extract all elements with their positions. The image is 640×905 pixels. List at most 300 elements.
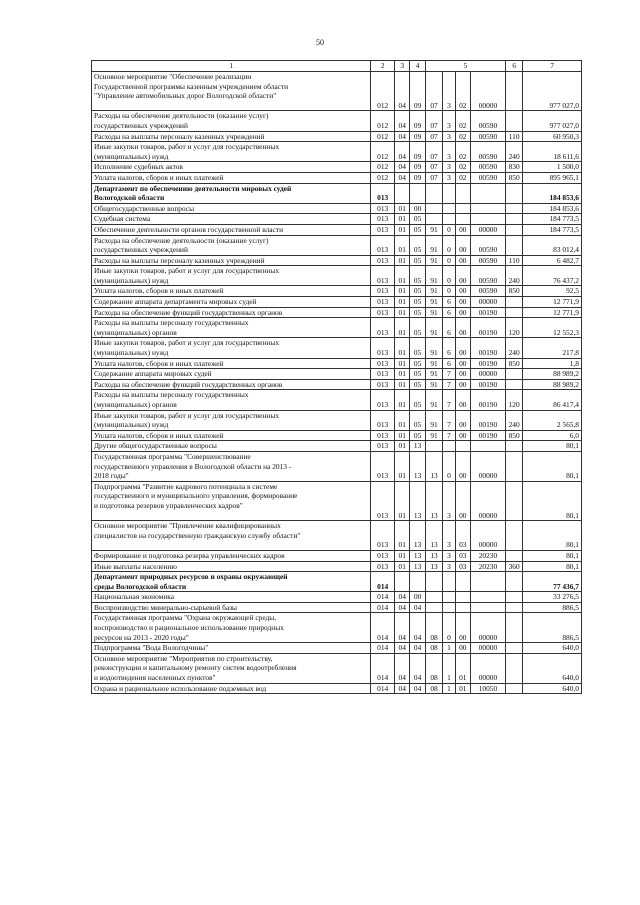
- row-admin-code: 014: [371, 572, 395, 592]
- row-subprogram: [443, 203, 455, 214]
- row-subsection: 13: [410, 441, 425, 452]
- row-subprogram: [443, 214, 455, 225]
- row-direction: 00590: [471, 255, 506, 266]
- row-section: 01: [395, 410, 410, 430]
- table-row: [92, 203, 582, 214]
- row-amount: 86 417,4: [523, 390, 582, 410]
- row-amount: 83 012,4: [523, 235, 582, 255]
- row-event: 03: [455, 561, 470, 572]
- row-amount: 80,1: [523, 521, 582, 551]
- table-row: [92, 358, 582, 369]
- row-admin-code: 012: [371, 72, 395, 111]
- row-event: 01: [455, 653, 470, 683]
- row-section: 01: [395, 451, 410, 481]
- row-name: Воспроизводство минерально-сырьевой базы: [92, 602, 371, 613]
- row-subsection: 05: [410, 318, 425, 338]
- row-event: 00: [455, 451, 470, 481]
- row-program: 91: [425, 358, 442, 369]
- row-direction: 00000: [471, 451, 506, 481]
- row-amount: 1,8: [523, 358, 582, 369]
- row-admin-code: 013: [371, 430, 395, 441]
- table-row: [92, 235, 582, 255]
- row-subsection: 05: [410, 410, 425, 430]
- row-subprogram: 7: [443, 430, 455, 441]
- table-row: [92, 255, 582, 266]
- row-section: 01: [395, 430, 410, 441]
- row-subprogram: 0: [443, 255, 455, 266]
- row-name: Государственная программа "Совершенствование государственного управления в Вологодской области на 2013 - 2018 годы": [92, 451, 371, 481]
- row-direction: 00000: [471, 643, 506, 654]
- row-section: 01: [395, 297, 410, 308]
- row-name: Расходы на обеспечение функций государственных органов: [92, 379, 371, 390]
- row-admin-code: 012: [371, 172, 395, 183]
- row-direction: 00190: [471, 318, 506, 338]
- row-name: Департамент по обеспечению деятельности мировых судей Вологодской области: [92, 183, 371, 203]
- row-section: 04: [395, 643, 410, 654]
- row-subprogram: 1: [443, 643, 455, 654]
- row-amount: 977 027,0: [523, 72, 582, 111]
- row-subsection: 13: [410, 451, 425, 481]
- row-subprogram: 6: [443, 358, 455, 369]
- table-row: [92, 410, 582, 430]
- row-admin-code: 012: [371, 111, 395, 131]
- row-program: 91: [425, 307, 442, 318]
- table-row: [92, 318, 582, 338]
- row-event: [455, 203, 470, 214]
- row-admin-code: 013: [371, 235, 395, 255]
- row-direction: 00590: [471, 172, 506, 183]
- table-row: [92, 430, 582, 441]
- row-subsection: 13: [410, 550, 425, 561]
- table-row: [92, 131, 582, 142]
- row-program: 08: [425, 683, 442, 694]
- row-name: Расходы на выплаты персоналу государственных (муниципальных) органов: [92, 390, 371, 410]
- row-program: 91: [425, 297, 442, 308]
- row-program: 91: [425, 430, 442, 441]
- row-section: 01: [395, 379, 410, 390]
- row-name: Уплата налогов, сборов и иных платежей: [92, 358, 371, 369]
- row-subprogram: 7: [443, 369, 455, 380]
- row-amount: 886,5: [523, 613, 582, 643]
- row-expense-type: [505, 72, 522, 111]
- row-section: 04: [395, 602, 410, 613]
- row-direction: [471, 441, 506, 452]
- row-subprogram: 6: [443, 338, 455, 358]
- row-direction: [471, 592, 506, 603]
- row-section: 01: [395, 338, 410, 358]
- row-event: 00: [455, 379, 470, 390]
- row-expense-type: [505, 521, 522, 551]
- row-expense-type: [505, 111, 522, 131]
- row-program: 13: [425, 550, 442, 561]
- row-program: 91: [425, 379, 442, 390]
- row-section: 01: [395, 235, 410, 255]
- row-amount: 12 771,9: [523, 307, 582, 318]
- table-row: [92, 572, 582, 592]
- row-event: 00: [455, 643, 470, 654]
- row-section: 01: [395, 561, 410, 572]
- row-amount: 12 771,9: [523, 297, 582, 308]
- row-subprogram: 3: [443, 481, 455, 520]
- row-name: Обеспечение деятельности органов государственной власти: [92, 224, 371, 235]
- row-expense-type: 240: [505, 410, 522, 430]
- header-col-4: 4: [410, 61, 425, 72]
- row-direction: [471, 602, 506, 613]
- row-name: Подпрограмма "Развитие кадрового потенциала в системе государственного и муниципального управления, формирование и подготовка резервов управленческих кадров": [92, 481, 371, 520]
- row-subsection: 04: [410, 653, 425, 683]
- table-row: [92, 379, 582, 390]
- row-admin-code: 013: [371, 451, 395, 481]
- row-subsection: 05: [410, 338, 425, 358]
- row-subsection: 00: [410, 203, 425, 214]
- row-expense-type: 850: [505, 172, 522, 183]
- row-amount: 184 853,6: [523, 183, 582, 203]
- row-amount: 80,1: [523, 481, 582, 520]
- row-name: Общегосударственные вопросы: [92, 203, 371, 214]
- row-name: Исполнение судебных актов: [92, 162, 371, 173]
- row-expense-type: [505, 369, 522, 380]
- row-admin-code: 013: [371, 390, 395, 410]
- table-row: [92, 613, 582, 643]
- row-amount: 217,8: [523, 338, 582, 358]
- row-subprogram: 3: [443, 142, 455, 162]
- row-admin-code: 013: [371, 550, 395, 561]
- row-expense-type: 240: [505, 142, 522, 162]
- row-amount: 18 611,6: [523, 142, 582, 162]
- row-expense-type: [505, 643, 522, 654]
- row-section: 01: [395, 390, 410, 410]
- header-col-2: 2: [371, 61, 395, 72]
- header-col-3: 3: [395, 61, 410, 72]
- row-expense-type: 850: [505, 286, 522, 297]
- row-name: Иные закупки товаров, работ и услуг для государственных (муниципальных) нужд: [92, 142, 371, 162]
- row-direction: 20230: [471, 561, 506, 572]
- row-name: Расходы на выплаты персоналу казенных учреждений: [92, 255, 371, 266]
- row-name: Иные закупки товаров, работ и услуг для государственных (муниципальных) нужд: [92, 338, 371, 358]
- row-expense-type: [505, 550, 522, 561]
- row-expense-type: 120: [505, 390, 522, 410]
- row-amount: 6 482,7: [523, 255, 582, 266]
- table-row: [92, 441, 582, 452]
- row-event: 00: [455, 307, 470, 318]
- row-expense-type: [505, 451, 522, 481]
- row-admin-code: 013: [371, 358, 395, 369]
- row-expense-type: 110: [505, 255, 522, 266]
- row-direction: 00590: [471, 266, 506, 286]
- row-event: 02: [455, 142, 470, 162]
- row-admin-code: 014: [371, 653, 395, 683]
- row-subsection: 13: [410, 561, 425, 572]
- row-name: Национальная экономика: [92, 592, 371, 603]
- row-event: 01: [455, 683, 470, 694]
- row-direction: 00590: [471, 286, 506, 297]
- row-section: 01: [395, 224, 410, 235]
- row-section: 01: [395, 214, 410, 225]
- table-row: [92, 481, 582, 520]
- row-admin-code: 014: [371, 602, 395, 613]
- row-subprogram: 1: [443, 683, 455, 694]
- row-name: Содержание аппарата мировых судей: [92, 369, 371, 380]
- row-subsection: 05: [410, 390, 425, 410]
- row-event: 00: [455, 318, 470, 338]
- row-event: 03: [455, 550, 470, 561]
- row-subprogram: 3: [443, 72, 455, 111]
- row-subprogram: 6: [443, 307, 455, 318]
- row-expense-type: [505, 224, 522, 235]
- row-direction: 10050: [471, 683, 506, 694]
- row-event: [455, 441, 470, 452]
- row-program: [425, 203, 442, 214]
- table-row: [92, 683, 582, 694]
- row-subsection: 04: [410, 613, 425, 643]
- table-row: [92, 183, 582, 203]
- row-subprogram: [443, 183, 455, 203]
- row-subsection: 13: [410, 521, 425, 551]
- row-expense-type: [505, 203, 522, 214]
- row-subsection: 05: [410, 358, 425, 369]
- row-direction: 00590: [471, 235, 506, 255]
- row-direction: 00190: [471, 379, 506, 390]
- table-row: [92, 338, 582, 358]
- table-row: [92, 142, 582, 162]
- row-admin-code: 013: [371, 369, 395, 380]
- row-direction: [471, 183, 506, 203]
- row-subprogram: 3: [443, 550, 455, 561]
- row-section: 01: [395, 550, 410, 561]
- row-section: [395, 572, 410, 592]
- row-event: 00: [455, 369, 470, 380]
- row-amount: 12 552,3: [523, 318, 582, 338]
- header-col-5: 5: [425, 61, 505, 72]
- row-program: [425, 572, 442, 592]
- header-col-6: 6: [505, 61, 522, 72]
- table-row: [92, 592, 582, 603]
- row-admin-code: 013: [371, 441, 395, 452]
- row-direction: 00190: [471, 358, 506, 369]
- row-event: [455, 602, 470, 613]
- row-expense-type: [505, 183, 522, 203]
- row-amount: 184 773,5: [523, 224, 582, 235]
- row-subsection: 05: [410, 379, 425, 390]
- row-subprogram: 0: [443, 613, 455, 643]
- row-program: 91: [425, 224, 442, 235]
- table-header-row: [92, 61, 582, 72]
- row-event: 02: [455, 72, 470, 111]
- row-direction: 00590: [471, 142, 506, 162]
- row-section: 01: [395, 358, 410, 369]
- row-event: 02: [455, 131, 470, 142]
- row-subprogram: 7: [443, 390, 455, 410]
- row-expense-type: 850: [505, 430, 522, 441]
- table-row: [92, 521, 582, 551]
- row-subprogram: [443, 441, 455, 452]
- row-name: Формирование и подготовка резерва управленческих кадров: [92, 550, 371, 561]
- row-admin-code: 012: [371, 142, 395, 162]
- row-program: [425, 214, 442, 225]
- row-subsection: 00: [410, 592, 425, 603]
- budget-table: [91, 60, 582, 694]
- table-row: [92, 172, 582, 183]
- row-direction: 00190: [471, 338, 506, 358]
- row-subsection: 04: [410, 683, 425, 694]
- row-program: [425, 441, 442, 452]
- row-subsection: [410, 183, 425, 203]
- row-subprogram: [443, 592, 455, 603]
- row-section: 01: [395, 203, 410, 214]
- table-row: [92, 224, 582, 235]
- row-event: 00: [455, 613, 470, 643]
- row-direction: 00000: [471, 481, 506, 520]
- row-subsection: 05: [410, 430, 425, 441]
- row-amount: 60 950,3: [523, 131, 582, 142]
- row-name: Уплата налогов, сборов и иных платежей: [92, 430, 371, 441]
- page-number: 50: [316, 38, 324, 47]
- row-subsection: 05: [410, 266, 425, 286]
- row-admin-code: 013: [371, 297, 395, 308]
- row-admin-code: 013: [371, 203, 395, 214]
- table-row: [92, 111, 582, 131]
- row-direction: 00000: [471, 369, 506, 380]
- row-name: Судебная система: [92, 214, 371, 225]
- row-subsection: 05: [410, 297, 425, 308]
- row-program: 07: [425, 162, 442, 173]
- table-row: [92, 214, 582, 225]
- row-subprogram: 3: [443, 111, 455, 131]
- row-event: 00: [455, 358, 470, 369]
- row-subprogram: 1: [443, 653, 455, 683]
- row-program: [425, 602, 442, 613]
- row-expense-type: [505, 572, 522, 592]
- row-direction: 00590: [471, 162, 506, 173]
- row-program: 91: [425, 318, 442, 338]
- row-section: 04: [395, 592, 410, 603]
- row-expense-type: 240: [505, 266, 522, 286]
- row-amount: 184 853,6: [523, 203, 582, 214]
- row-name: Подпрограмма "Вода Вологодчины": [92, 643, 371, 654]
- row-subprogram: [443, 602, 455, 613]
- row-direction: [471, 214, 506, 225]
- row-admin-code: 013: [371, 318, 395, 338]
- table-row: [92, 550, 582, 561]
- row-expense-type: [505, 214, 522, 225]
- row-subprogram: 0: [443, 451, 455, 481]
- row-program: [425, 592, 442, 603]
- row-amount: 2 565,8: [523, 410, 582, 430]
- header-col-7: 7: [523, 61, 582, 72]
- row-section: 04: [395, 683, 410, 694]
- row-admin-code: 013: [371, 255, 395, 266]
- row-name: Департамент природных ресурсов и охраны окружающей среды Вологодской области: [92, 572, 371, 592]
- row-program: 91: [425, 390, 442, 410]
- row-name: Другие общегосударственные вопросы: [92, 441, 371, 452]
- row-event: 00: [455, 235, 470, 255]
- row-name: Расходы на обеспечение функций государственных органов: [92, 307, 371, 318]
- row-event: 00: [455, 410, 470, 430]
- table-row: [92, 307, 582, 318]
- row-section: 01: [395, 307, 410, 318]
- row-name: Охрана и рациональное использование подземных вод: [92, 683, 371, 694]
- row-program: 08: [425, 653, 442, 683]
- row-subsection: 09: [410, 142, 425, 162]
- row-program: 07: [425, 142, 442, 162]
- row-subsection: 09: [410, 162, 425, 173]
- row-subsection: 13: [410, 481, 425, 520]
- row-section: 01: [395, 481, 410, 520]
- row-expense-type: [505, 602, 522, 613]
- row-program: 13: [425, 561, 442, 572]
- row-event: 00: [455, 266, 470, 286]
- row-program: 91: [425, 286, 442, 297]
- table-body: [92, 72, 582, 694]
- row-program: 91: [425, 410, 442, 430]
- row-admin-code: 013: [371, 410, 395, 430]
- table-row: [92, 451, 582, 481]
- row-subprogram: 3: [443, 172, 455, 183]
- row-subprogram: 6: [443, 318, 455, 338]
- row-event: 00: [455, 338, 470, 358]
- row-amount: 77 436,7: [523, 572, 582, 592]
- row-expense-type: 120: [505, 318, 522, 338]
- row-direction: 00000: [471, 224, 506, 235]
- table-row: [92, 602, 582, 613]
- row-admin-code: 014: [371, 683, 395, 694]
- row-subprogram: 3: [443, 561, 455, 572]
- row-subprogram: 3: [443, 162, 455, 173]
- row-amount: 184 773,5: [523, 214, 582, 225]
- row-amount: 80,1: [523, 561, 582, 572]
- row-name: Расходы на выплаты персоналу казенных учреждений: [92, 131, 371, 142]
- row-admin-code: 013: [371, 307, 395, 318]
- row-event: 00: [455, 481, 470, 520]
- row-section: 01: [395, 369, 410, 380]
- row-event: 02: [455, 172, 470, 183]
- row-amount: 92,5: [523, 286, 582, 297]
- row-expense-type: 830: [505, 162, 522, 173]
- row-subprogram: 0: [443, 224, 455, 235]
- table-row: [92, 653, 582, 683]
- row-subsection: 09: [410, 72, 425, 111]
- row-admin-code: 013: [371, 224, 395, 235]
- row-expense-type: [505, 441, 522, 452]
- row-section: [395, 183, 410, 203]
- row-name: Содержание аппарата департамента мировых судей: [92, 297, 371, 308]
- row-section: 01: [395, 521, 410, 551]
- row-section: 04: [395, 111, 410, 131]
- row-program: 91: [425, 369, 442, 380]
- row-program: 08: [425, 613, 442, 643]
- row-expense-type: [505, 613, 522, 643]
- row-subprogram: 0: [443, 286, 455, 297]
- row-subprogram: 6: [443, 297, 455, 308]
- row-name: Расходы на выплаты персоналу государственных (муниципальных) органов: [92, 318, 371, 338]
- table-row: [92, 162, 582, 173]
- row-amount: 895 965,1: [523, 172, 582, 183]
- row-expense-type: 110: [505, 131, 522, 142]
- row-event: [455, 592, 470, 603]
- row-expense-type: [505, 481, 522, 520]
- row-expense-type: [505, 235, 522, 255]
- table-row: [92, 72, 582, 111]
- row-amount: 640,0: [523, 653, 582, 683]
- row-expense-type: 240: [505, 338, 522, 358]
- row-amount: 80,1: [523, 550, 582, 561]
- row-admin-code: 013: [371, 214, 395, 225]
- header-col-1: 1: [92, 61, 371, 72]
- row-event: 00: [455, 297, 470, 308]
- row-program: 08: [425, 643, 442, 654]
- row-admin-code: 013: [371, 286, 395, 297]
- row-name: Расходы на обеспечение деятельности (оказание услуг) государственных учреждений: [92, 235, 371, 255]
